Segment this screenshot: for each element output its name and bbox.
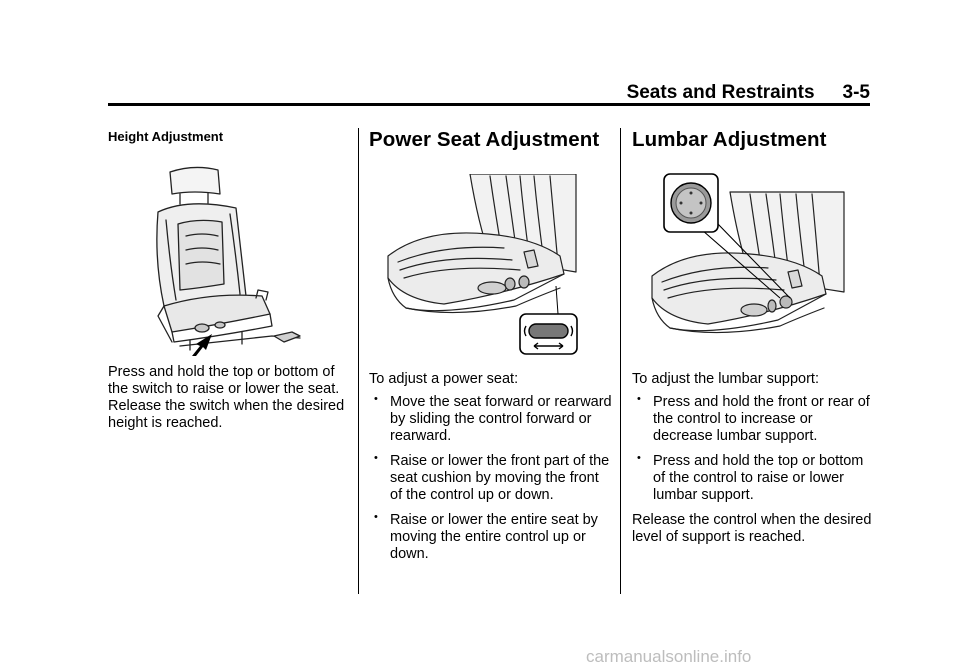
height-adjustment-body: [108, 364, 354, 432]
power-seat-illustration: [384, 174, 580, 356]
lumbar-body: [632, 371, 872, 546]
seat-height-illustration: [150, 164, 310, 356]
column-divider-2: [620, 128, 621, 594]
height-adjustment-paragraph: Press and hold the top or bottom of the switch to raise or lower the seat. Release the switch when the desired height is reached.: [108, 364, 345, 431]
lumbar-heading: Lumbar Adjustment: [632, 128, 827, 151]
header-rule: [108, 103, 870, 106]
bullet-icon: •: [374, 511, 378, 523]
page-number: 3-5: [842, 82, 870, 103]
column-height-adjustment: [108, 128, 350, 144]
lumbar-illustration: [650, 172, 846, 352]
column-lumbar: [632, 128, 872, 152]
bullet-icon: •: [637, 393, 641, 405]
power-seat-heading: Power Seat Adjustment: [369, 128, 600, 151]
column-power-seat: [369, 128, 614, 152]
height-adjustment-subheading: Height Adjustment: [108, 129, 224, 144]
power-seat-bullet-list: [369, 394, 614, 563]
bullet-icon: •: [374, 393, 378, 405]
column-divider-1: [358, 128, 359, 594]
list-item: • Move the seat forward or rearward by sliding the control forward or rearward.: [374, 393, 612, 444]
list-item: • Press and hold the front or rear of the control to increase or decrease lumbar support.: [637, 393, 870, 444]
watermark: carmanualsonline.info: [586, 647, 752, 666]
header-text: [627, 82, 870, 104]
lumbar-intro: To adjust the lumbar support:: [632, 371, 819, 387]
power-seat-body: [369, 371, 614, 563]
power-seat-intro: To adjust a power seat:: [369, 371, 519, 387]
list-item: • Press and hold the top or bottom of the control to raise or lower lumbar support.: [637, 452, 864, 503]
bullet-icon: •: [374, 452, 378, 464]
list-item: • Raise or lower the entire seat by moving the entire control up or down.: [374, 511, 598, 562]
section-title: Seats and Restraints: [626, 82, 815, 103]
bullet-icon: •: [637, 452, 641, 464]
lumbar-bullet-list: [632, 394, 872, 504]
list-item: • Raise or lower the front part of the seat cushion by moving the front of the control up or down.: [374, 452, 610, 503]
lumbar-closing: Release the control when the desired level of support is reached.: [632, 512, 872, 545]
